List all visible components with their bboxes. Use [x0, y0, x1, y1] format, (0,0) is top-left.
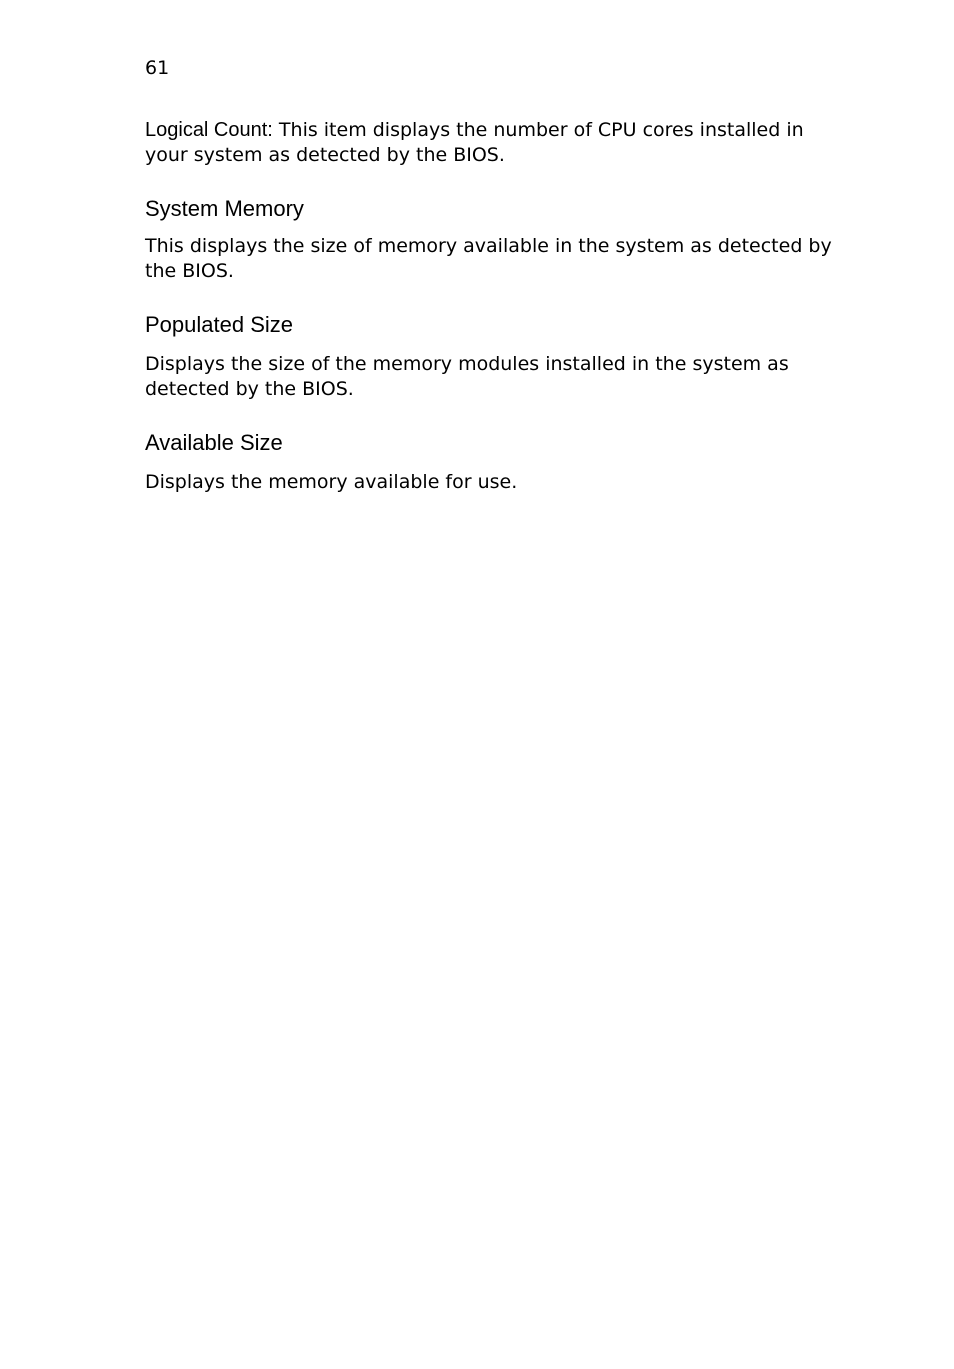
populated-size-description: Displays the size of the memory modules installed in the system as detected by the BIOS. — [145, 353, 789, 400]
page-number: 61 — [145, 57, 170, 79]
system-memory-description: This displays the size of memory available in the system as detected by the BIOS. — [145, 235, 832, 282]
document-body — [145, 118, 835, 495]
populated-size-heading: Populated Size — [145, 312, 293, 337]
logical-count-paragraph — [145, 118, 835, 168]
logical-count-description: This item displays the number of CPU cores installed in your system as detected by the BIOS. — [145, 119, 804, 166]
available-size-heading: Available Size — [145, 430, 283, 455]
logical-count-label: Logical Count: — [145, 119, 273, 141]
system-memory-heading: System Memory — [145, 196, 304, 221]
available-size-description: Displays the memory available for use. — [145, 471, 518, 493]
